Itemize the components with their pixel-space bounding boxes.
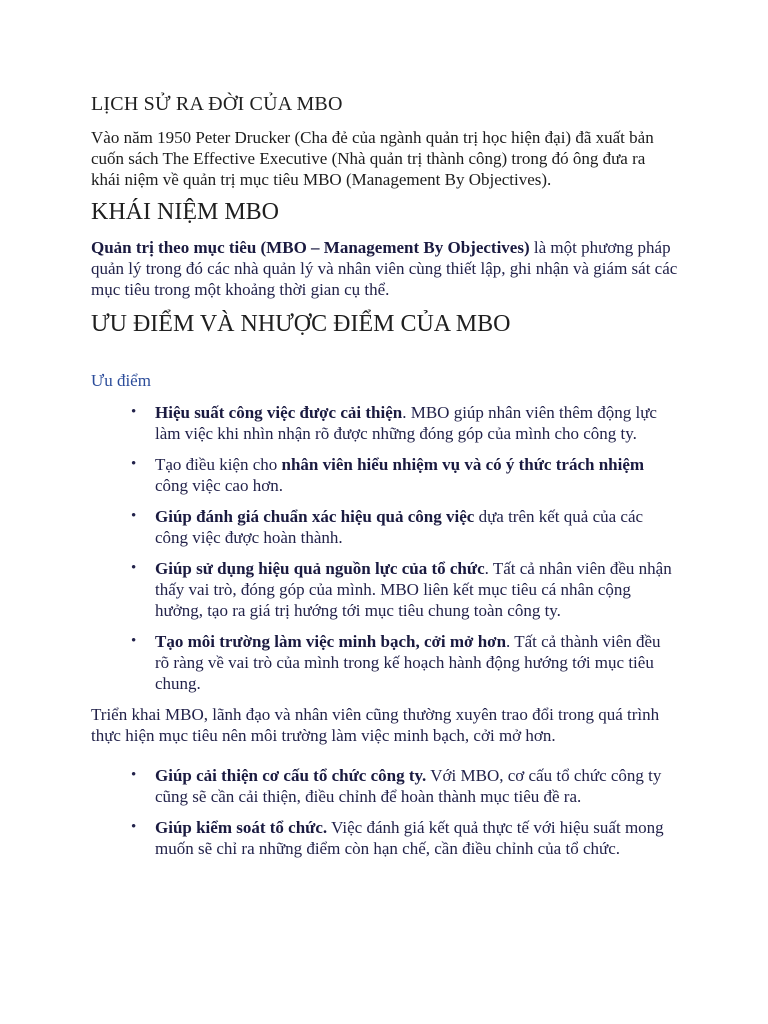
- list-item-text: dựa trên kết quả của các công việc được hoàn thành.: [155, 507, 644, 547]
- list-item-bold: Giúp cải thiện cơ cấu tổ chức công ty.: [155, 766, 427, 785]
- list-item-bold: Giúp sử dụng hiệu quả nguồn lực của tổ chức: [155, 559, 485, 578]
- list-item: [131, 817, 678, 859]
- bullet-icon: •: [131, 819, 137, 835]
- concept-text: là một phương pháp quản lý trong đó các nhà quản lý và nhân viên cùng thiết lập, ghi nhận và giám sát các mục tiêu trong một khoảng thời gian cụ thể.: [91, 238, 678, 299]
- list-item: [131, 402, 678, 444]
- pros-list-1: [91, 402, 678, 694]
- list-item-text: Việc đánh giá kết quả thực tế với hiệu suất mong muốn sẽ chỉ ra những điểm còn hạn chế, cần điều chỉnh của tổ chức.: [155, 818, 664, 858]
- bullet-icon: •: [131, 456, 137, 472]
- list-item-bold: nhân viên hiểu nhiệm vụ và có ý thức trách nhiệm: [281, 455, 645, 474]
- concept-heading: KHÁI NIỆM MBO: [91, 199, 279, 225]
- concept-bold-term: Quản trị theo mục tiêu (MBO – Management By Objectives): [91, 238, 530, 257]
- list-item-text: công việc cao hơn.: [155, 476, 283, 495]
- bullet-icon: •: [131, 560, 137, 576]
- pros-list-2: [91, 765, 678, 859]
- list-item-text: Tạo điều kiện cho: [155, 455, 282, 474]
- list-item-text: . Tất cả thành viên đều rõ ràng về vai trò của mình trong kế hoạch hành động hướng tới mục tiêu chung.: [155, 632, 661, 693]
- list-item-bold: Tạo môi trường làm việc minh bạch, cởi mở hơn: [155, 632, 507, 651]
- bullet-icon: •: [131, 767, 137, 783]
- list-item: [131, 558, 678, 621]
- concept-paragraph: [91, 237, 678, 300]
- bullet-icon: •: [131, 633, 137, 649]
- list-item: [131, 454, 678, 496]
- middle-paragraph: Triển khai MBO, lãnh đạo và nhân viên cũng thường xuyên trao đổi trong quá trình thực hiện mục tiêu nên môi trường làm việc minh bạch, cởi mở hơn.: [91, 705, 660, 745]
- list-item-bold: Hiệu suất công việc được cải thiện: [155, 403, 403, 422]
- bullet-icon: •: [131, 404, 137, 420]
- pros-cons-heading: ƯU ĐIỂM VÀ NHƯỢC ĐIỂM CỦA MBO: [91, 311, 511, 337]
- list-item-text: Với MBO, cơ cấu tổ chức công ty cũng sẽ cần cải thiện, điều chỉnh để hoàn thành mục tiêu đề ra.: [155, 766, 662, 806]
- list-item: [131, 631, 678, 694]
- bullet-icon: •: [131, 508, 137, 524]
- list-item-text: . Tất cả nhân viên đều nhận thấy vai trò, đóng góp của mình. MBO liên kết mục tiêu cá nhân cộng hưởng, tạo ra giá trị hướng tới mục tiêu chung toàn công ty.: [155, 559, 672, 620]
- list-item-bold: Giúp kiểm soát tổ chức.: [155, 818, 328, 837]
- list-item-text: . MBO giúp nhân viên thêm động lực làm việc khi nhìn nhận rõ được những đóng góp của mình cho công ty.: [155, 403, 657, 443]
- list-item: [131, 765, 678, 807]
- list-item: [131, 506, 678, 548]
- list-item-bold: Giúp đánh giá chuẩn xác hiệu quả công việc: [155, 507, 475, 526]
- history-heading: LỊCH SỬ RA ĐỜI CỦA MBO: [91, 93, 343, 115]
- pros-subheading: Ưu điểm: [91, 371, 151, 390]
- history-paragraph: Vào năm 1950 Peter Drucker (Cha đẻ của ngành quản trị học hiện đại) đã xuất bản cuốn sách The Effective Executive (Nhà quản trị thành công) trong đó ông đưa ra khái niệm về quản trị mục tiêu MBO (Management By Objectives).: [91, 128, 654, 189]
